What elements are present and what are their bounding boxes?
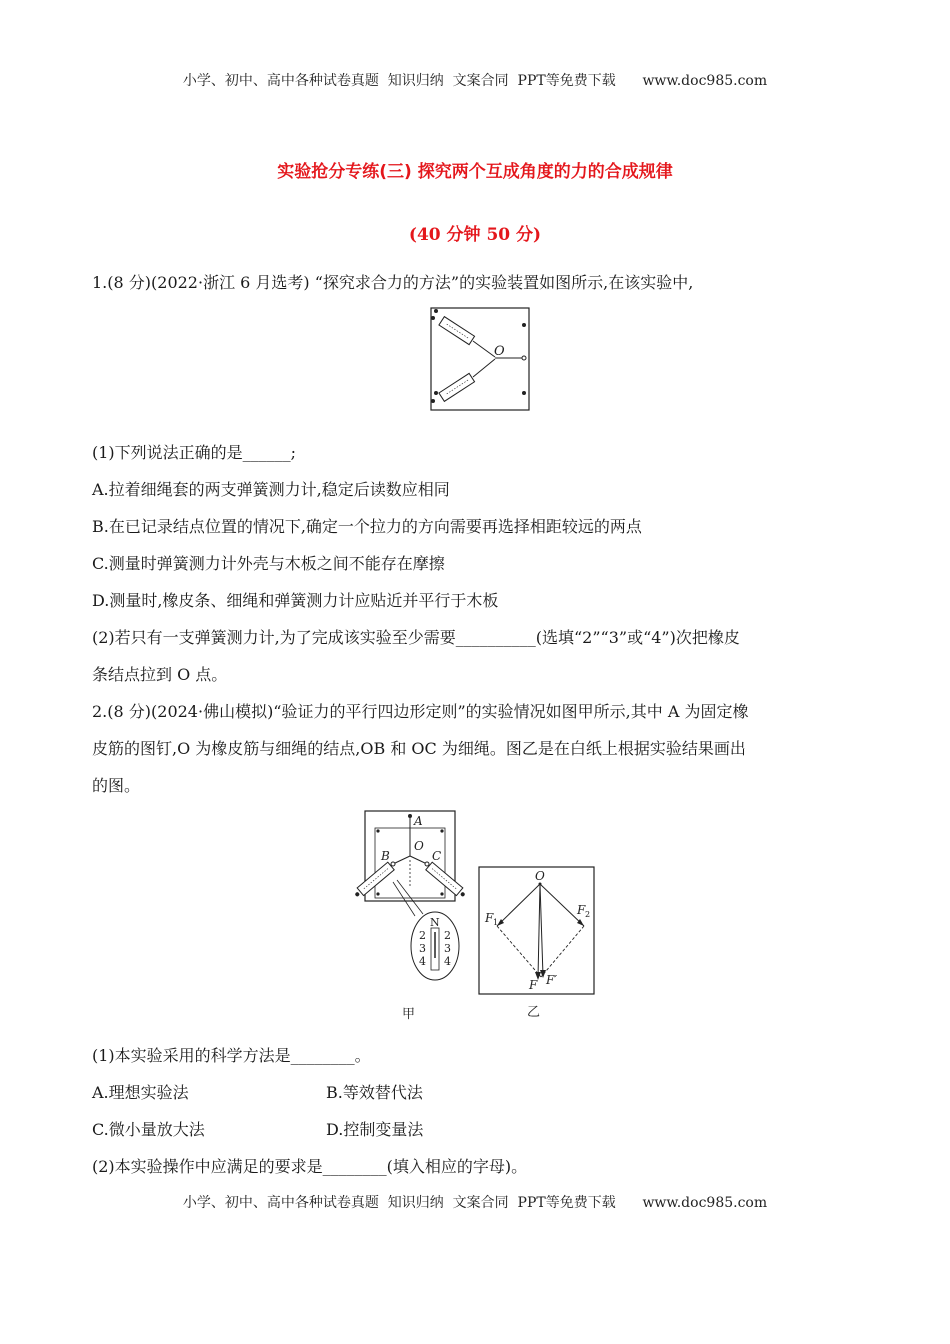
q1-figure <box>425 305 535 413</box>
jia-string-OC <box>410 856 427 864</box>
q1-option-d: D.测量时,橡皮条、细绳和弹簧测力计应贴近并平行于木板 <box>92 591 499 610</box>
q1-option-c: C.测量时弹簧测力计外壳与木板之间不能存在摩擦 <box>92 554 445 573</box>
q1-pin <box>522 323 526 327</box>
q1-string <box>473 341 495 357</box>
q1-spring-scale-lower <box>439 373 475 401</box>
q1-option-a: A.拉着细绳套的两支弹簧测力计,稳定后读数应相同 <box>92 480 450 499</box>
q1-stem: 1.(8 分)(2022·浙江 6 月选考) “探究求合力的方法”的实验装置如图所示,在该实验中, <box>92 273 694 292</box>
q1-part1: (1)下列说法正确的是______; <box>92 443 297 462</box>
q2-stem-line3: 的图。 <box>92 776 141 795</box>
jia-label-C: C <box>432 849 442 863</box>
jia-caption: 甲 <box>402 1007 416 1022</box>
jia-scale-right-2: 2 <box>444 929 451 942</box>
q1-pin <box>434 391 438 395</box>
jia-label-A: A <box>414 814 423 828</box>
q2-option-d: D.控制变量法 <box>326 1120 424 1139</box>
q1-pin <box>522 391 526 395</box>
q2-stem-line1: 2.(8 分)(2024·佛山模拟)“验证力的平行四边形定则”的实验情况如图甲所示,其中 A 为固定橡 <box>92 702 749 721</box>
q1-spring-scale-upper <box>439 317 475 345</box>
q2-stem-line2: 皮筋的图钉,O 为橡皮筋与细绳的结点,OB 和 OC 为细绳。图乙是在白纸上根据实验结果画出 <box>92 739 746 758</box>
page-title: 实验抢分专练(三) 探究两个互成角度的力的合成规律 <box>277 162 673 182</box>
jia-spring-scale-right <box>426 862 468 899</box>
q2-part2: (2)本实验操作中应满足的要求是________(填入相应的字母)。 <box>92 1157 528 1176</box>
jia-label-O: O <box>414 839 424 853</box>
q2-option-c: C.微小量放大法 <box>92 1120 205 1139</box>
jia-string-OB <box>393 856 410 864</box>
jia-label-B: B <box>381 849 390 863</box>
yi-vector-Fprime <box>540 884 543 976</box>
yi-label-F2: F <box>577 903 586 917</box>
page-footer: 小学、初中、高中各种试卷真题 知识归纳 文案合同 PPT等免费下载 www.doc985.com <box>182 1195 768 1211</box>
q2-part1: (1)本实验采用的科学方法是________。 <box>92 1046 371 1065</box>
yi-label-F1-sub: 1 <box>493 918 499 927</box>
yi-label-F2-sub: 2 <box>585 910 591 919</box>
q2-figure-yi <box>477 862 602 1022</box>
q2-option-b: B.等效替代法 <box>326 1083 423 1102</box>
q2-option-a: A.理想实验法 <box>92 1083 189 1102</box>
yi-label-O: O <box>535 869 545 883</box>
jia-label-N: N <box>430 916 440 929</box>
q1-part2-line2: 条结点拉到 O 点。 <box>92 665 228 684</box>
yi-label-Fprime: F′ <box>546 973 558 987</box>
q1-label-O: O <box>494 344 505 359</box>
yi-label-F: F <box>529 978 538 992</box>
jia-scale-left-2: 2 <box>419 929 426 942</box>
yi-vector-F <box>538 884 540 978</box>
q1-pin <box>434 309 438 313</box>
q1-part2-line1: (2)若只有一支弹簧测力计,为了完成该实验至少需要__________(选填“2”“3”或“4”)次把橡皮 <box>92 628 740 647</box>
q1-option-b: B.在已记录结点位置的情况下,确定一个拉力的方向需要再选择相距较远的两点 <box>92 517 642 536</box>
yi-vector-F1 <box>497 884 540 926</box>
jia-scale-right-4: 4 <box>444 955 451 968</box>
page-header: 小学、初中、高中各种试卷真题 知识归纳 文案合同 PPT等免费下载 www.doc985.com <box>182 73 768 89</box>
jia-scale-right-3: 3 <box>444 942 451 955</box>
q2-figure-jia <box>355 808 470 1023</box>
jia-scale-left-4: 4 <box>419 955 426 968</box>
jia-scale-left-3: 3 <box>419 942 426 955</box>
q1-string <box>473 359 495 377</box>
yi-caption: 乙 <box>527 1005 541 1020</box>
yi-label-F1: F <box>485 911 494 925</box>
page-subtitle: (40 分钟 50 分) <box>408 225 542 245</box>
